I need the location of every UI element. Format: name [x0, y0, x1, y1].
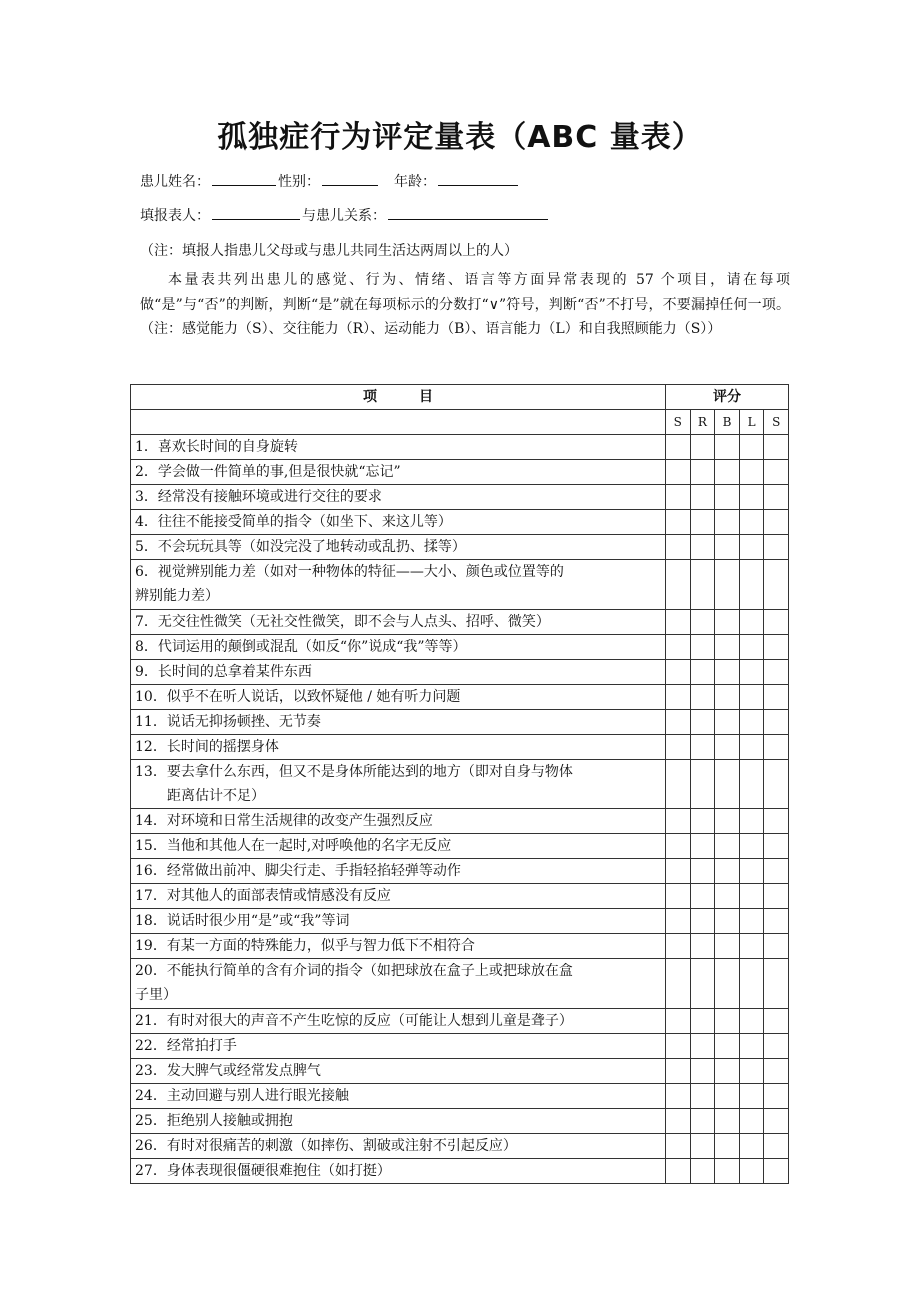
score-cell[interactable]	[739, 435, 764, 460]
score-cell[interactable]	[764, 560, 789, 610]
item-text-line: 23．发大脾气或经常发点脾气	[135, 1062, 321, 1079]
score-cell[interactable]	[739, 634, 764, 659]
table-row	[131, 909, 789, 934]
score-cell[interactable]	[764, 535, 789, 560]
score-cell[interactable]	[739, 659, 764, 684]
score-cell[interactable]	[666, 535, 691, 560]
score-cell[interactable]	[715, 734, 740, 759]
item-text	[131, 834, 666, 859]
item-text	[131, 609, 666, 634]
score-cell[interactable]	[666, 659, 691, 684]
score-cell[interactable]	[690, 1083, 715, 1108]
item-text-line: 15．当他和其他人在一起时,对呼唤他的名字无反应	[135, 838, 452, 855]
item-text	[131, 510, 666, 535]
item-text-line: 子里）	[135, 987, 177, 1004]
score-cell[interactable]	[715, 759, 740, 809]
score-cell[interactable]	[715, 1133, 740, 1158]
table-row	[131, 884, 789, 909]
score-cell[interactable]	[666, 1033, 691, 1058]
score-cell[interactable]	[764, 909, 789, 934]
table-row	[131, 684, 789, 709]
item-text-line: 24．主动回避与别人进行眼光接触	[135, 1087, 349, 1104]
item-text	[131, 959, 666, 1009]
score-cell[interactable]	[739, 809, 764, 834]
score-cell[interactable]	[764, 809, 789, 834]
score-cell[interactable]	[666, 1108, 691, 1133]
table-row	[131, 609, 789, 634]
score-cell[interactable]	[715, 609, 740, 634]
score-cell[interactable]	[666, 485, 691, 510]
abc-scale-table	[130, 384, 789, 1184]
item-text-line: 20．不能执行简单的含有介词的指令（如把球放在盒子上或把球放在盒	[135, 963, 573, 980]
score-cell[interactable]	[690, 934, 715, 959]
table-row	[131, 809, 789, 834]
item-text-line: 1．喜欢长时间的自身旋转	[135, 439, 298, 455]
score-cell[interactable]	[666, 959, 691, 1009]
score-cell[interactable]	[739, 485, 764, 510]
table-row	[131, 1133, 789, 1158]
score-cell[interactable]	[739, 759, 764, 809]
item-text-line: 3．经常没有接触环境或进行交往的要求	[135, 489, 382, 505]
score-cell[interactable]	[690, 759, 715, 809]
score-cell[interactable]	[739, 834, 764, 859]
score-cell[interactable]	[666, 634, 691, 659]
score-cell[interactable]	[666, 460, 691, 485]
page-title: 孤独症行为评定量表（ABC 量表）	[217, 120, 703, 155]
item-text-line: 17．对其他人的面部表情或情感没有反应	[135, 888, 391, 905]
relation-field[interactable]	[388, 205, 548, 220]
table-row	[131, 1033, 789, 1058]
item-text	[131, 435, 666, 460]
score-cell[interactable]	[739, 609, 764, 634]
score-cell[interactable]	[690, 1008, 715, 1033]
item-header: 项 目	[131, 385, 666, 410]
table-row	[131, 510, 789, 535]
table-row	[131, 659, 789, 684]
item-text	[131, 560, 666, 610]
score-cell[interactable]	[764, 460, 789, 485]
score-cell[interactable]	[666, 1008, 691, 1033]
item-text	[131, 659, 666, 684]
item-text-line: 5．不会玩玩具等（如没完没了地转动或乱扔、揉等）	[135, 539, 466, 555]
item-text	[131, 1108, 666, 1133]
score-cell[interactable]	[739, 1158, 764, 1183]
item-text-line: 14．对环境和日常生活规律的改变产生强烈反应	[135, 813, 433, 830]
score-cell[interactable]	[764, 709, 789, 734]
table-row	[131, 834, 789, 859]
score-cell[interactable]	[690, 709, 715, 734]
item-text-line: 8．代词运用的颠倒或混乱（如反“你”说成“我”等等）	[135, 638, 467, 655]
table-row	[131, 485, 789, 510]
score-cell[interactable]	[764, 1158, 789, 1183]
score-cell[interactable]	[690, 734, 715, 759]
score-cell[interactable]	[739, 1083, 764, 1108]
item-text	[131, 734, 666, 759]
item-text-line: 10．似乎不在听人说话，以致怀疑他 / 她有听力问题	[135, 688, 461, 705]
score-cell[interactable]	[764, 510, 789, 535]
table-row	[131, 1083, 789, 1108]
score-cell[interactable]	[739, 1108, 764, 1133]
name-field[interactable]	[212, 171, 276, 186]
item-text-line: 4．往往不能接受简单的指令（如坐下、来这儿等）	[135, 514, 452, 530]
score-cell[interactable]	[715, 809, 740, 834]
score-cell[interactable]	[764, 1133, 789, 1158]
score-cell[interactable]	[764, 659, 789, 684]
item-text-line: 22．经常拍打手	[135, 1037, 237, 1054]
score-cell[interactable]	[690, 485, 715, 510]
item-text-line: 12．长时间的摇摆身体	[135, 738, 279, 755]
instructions: 本量表共列出患儿的感觉、行为、情绪、语言等方面异常表现的 57 个项目，请在每项做“是”与“否”的判断，判断“是”就在每项标示的分数打“∨”符号，判断“否”不打号，不要漏掉任何一项。（注：感觉能力（S）、交往能力（R）、运动能力（B）、语言能力（L）和自我照顾能力（S））	[140, 272, 790, 337]
table-row	[131, 709, 789, 734]
score-cell[interactable]	[690, 1058, 715, 1083]
table-row	[131, 759, 789, 809]
item-text	[131, 759, 666, 809]
score-cell[interactable]	[690, 609, 715, 634]
score-cell[interactable]	[764, 934, 789, 959]
score-cell[interactable]	[666, 1083, 691, 1108]
item-text	[131, 909, 666, 934]
item-text	[131, 1133, 666, 1158]
item-text-line: 18．说话时很少用“是”或“我”等词	[135, 913, 350, 930]
score-cell[interactable]	[764, 734, 789, 759]
reporter-field[interactable]	[212, 205, 300, 220]
score-cell[interactable]	[666, 609, 691, 634]
score-col-s-selfcare: S	[764, 410, 789, 435]
gender-field[interactable]	[322, 171, 378, 186]
score-cell[interactable]	[690, 884, 715, 909]
item-text	[131, 1058, 666, 1083]
score-cell[interactable]	[715, 1058, 740, 1083]
score-cell[interactable]	[739, 1133, 764, 1158]
score-cell[interactable]	[666, 435, 691, 460]
score-cell[interactable]	[764, 609, 789, 634]
score-cell[interactable]	[764, 634, 789, 659]
item-text-line: 13．要去拿什么东西，但又不是身体所能达到的地方（即对自身与物体	[135, 763, 573, 780]
score-cell[interactable]	[690, 510, 715, 535]
score-cell[interactable]	[764, 834, 789, 859]
item-text	[131, 1033, 666, 1058]
item-text	[131, 859, 666, 884]
table-row	[131, 1158, 789, 1183]
table-row	[131, 560, 789, 610]
score-cell[interactable]	[715, 934, 740, 959]
score-cell[interactable]	[666, 1133, 691, 1158]
score-cell[interactable]	[715, 1108, 740, 1133]
item-text-line: 27．身体表现很僵硬很难抱住（如打挺）	[135, 1162, 391, 1179]
gender-label: 性别：	[278, 174, 320, 190]
score-cell[interactable]	[666, 510, 691, 535]
score-cell[interactable]	[690, 634, 715, 659]
score-cell[interactable]	[690, 684, 715, 709]
table-row	[131, 435, 789, 460]
table-row	[131, 734, 789, 759]
score-cell[interactable]	[715, 560, 740, 610]
score-cell[interactable]	[715, 435, 740, 460]
item-text-line: 2．学会做一件简单的事,但是很快就“忘记”	[135, 464, 401, 480]
score-cell[interactable]	[739, 884, 764, 909]
score-cell[interactable]	[666, 759, 691, 809]
item-text-line: 9．长时间的总拿着某件东西	[135, 663, 312, 680]
score-header: 评分	[666, 385, 789, 410]
score-cell[interactable]	[666, 684, 691, 709]
table-row	[131, 1058, 789, 1083]
item-text	[131, 634, 666, 659]
score-cell[interactable]	[715, 510, 740, 535]
score-cell[interactable]	[739, 909, 764, 934]
age-label: 年龄：	[394, 174, 436, 190]
score-cell[interactable]	[764, 485, 789, 510]
item-text	[131, 709, 666, 734]
score-cell[interactable]	[666, 884, 691, 909]
table-row	[131, 934, 789, 959]
score-cell[interactable]	[715, 959, 740, 1009]
score-columns-row	[131, 410, 789, 435]
score-cell[interactable]	[764, 759, 789, 809]
score-cell[interactable]	[739, 684, 764, 709]
score-cell[interactable]	[690, 1033, 715, 1058]
score-cell[interactable]	[666, 909, 691, 934]
item-text	[131, 460, 666, 485]
table-row	[131, 959, 789, 1009]
score-cell[interactable]	[764, 435, 789, 460]
score-cell[interactable]	[739, 1058, 764, 1083]
score-cell[interactable]	[690, 809, 715, 834]
score-cell[interactable]	[764, 1108, 789, 1133]
score-cell[interactable]	[715, 834, 740, 859]
reporter-note: （注：填报人指患儿父母或与患儿共同生活达两周以上的人）	[140, 243, 518, 259]
score-cell[interactable]	[739, 460, 764, 485]
patient-info-line	[140, 171, 520, 191]
item-text-line: 6．视觉辨别能力差（如对一种物体的特征——大小、颜色或位置等的	[135, 564, 564, 581]
score-cell[interactable]	[715, 859, 740, 884]
score-cell[interactable]	[690, 435, 715, 460]
score-cell[interactable]	[666, 560, 691, 610]
name-label: 患儿姓名：	[140, 174, 210, 190]
score-col-r: R	[690, 410, 715, 435]
score-cell[interactable]	[666, 734, 691, 759]
item-text-line: 7．无交往性微笑（无社交性微笑，即不会与人点头、招呼、微笑）	[135, 613, 550, 630]
score-cell[interactable]	[666, 934, 691, 959]
score-cell[interactable]	[715, 535, 740, 560]
score-cell[interactable]	[715, 1158, 740, 1183]
score-cell[interactable]	[715, 1083, 740, 1108]
score-cell[interactable]	[764, 1033, 789, 1058]
score-col-l: L	[739, 410, 764, 435]
item-text	[131, 485, 666, 510]
score-cell[interactable]	[715, 709, 740, 734]
score-cell[interactable]	[690, 834, 715, 859]
score-cell[interactable]	[690, 1133, 715, 1158]
score-cell[interactable]	[764, 684, 789, 709]
table-row	[131, 1108, 789, 1133]
table-header-row	[131, 385, 789, 410]
score-cell[interactable]	[666, 1058, 691, 1083]
score-cell[interactable]	[666, 709, 691, 734]
score-cell[interactable]	[715, 884, 740, 909]
score-cell[interactable]	[764, 884, 789, 909]
score-cell[interactable]	[739, 535, 764, 560]
score-cell[interactable]	[690, 659, 715, 684]
item-text-line: 16．经常做出前冲、脚尖行走、手指轻掐轻弹等动作	[135, 863, 461, 880]
score-cell[interactable]	[739, 934, 764, 959]
score-cell[interactable]	[715, 684, 740, 709]
item-text-line: 25．拒绝别人接触或拥抱	[135, 1112, 293, 1129]
item-text	[131, 1158, 666, 1183]
relation-label: 与患儿关系：	[302, 208, 386, 224]
table-row	[131, 634, 789, 659]
reporter-label: 填报表人：	[140, 208, 210, 224]
score-cell[interactable]	[690, 909, 715, 934]
score-cell[interactable]	[715, 659, 740, 684]
score-col-s-sensory: S	[666, 410, 691, 435]
score-cell[interactable]	[715, 634, 740, 659]
score-cell[interactable]	[715, 1008, 740, 1033]
item-text	[131, 1008, 666, 1033]
score-cell[interactable]	[666, 1158, 691, 1183]
score-cell[interactable]	[690, 535, 715, 560]
item-text-line: 11．说话无抑扬顿挫、无节奏	[135, 713, 321, 730]
table-row	[131, 859, 789, 884]
score-cell[interactable]	[739, 510, 764, 535]
item-text	[131, 934, 666, 959]
item-text	[131, 684, 666, 709]
score-cell[interactable]	[739, 859, 764, 884]
score-cell[interactable]	[739, 1033, 764, 1058]
age-field[interactable]	[438, 171, 518, 186]
score-cell[interactable]	[690, 460, 715, 485]
item-text-line: 距离估计不足）	[167, 787, 265, 804]
item-text-line: 19．有某一方面的特殊能力，似乎与智力低下不相符合	[135, 938, 475, 955]
score-cell[interactable]	[764, 1008, 789, 1033]
reporter-info-line	[140, 205, 550, 225]
score-cell[interactable]	[690, 859, 715, 884]
table-row	[131, 1008, 789, 1033]
score-col-b: B	[715, 410, 740, 435]
score-cell[interactable]	[715, 460, 740, 485]
score-cell[interactable]	[690, 1158, 715, 1183]
score-cell[interactable]	[739, 1008, 764, 1033]
score-cell[interactable]	[666, 809, 691, 834]
score-cell[interactable]	[739, 560, 764, 610]
item-text-line: 辨别能力差）	[135, 588, 219, 605]
score-cell[interactable]	[739, 734, 764, 759]
item-text	[131, 809, 666, 834]
score-cell[interactable]	[764, 959, 789, 1009]
score-cell[interactable]	[666, 859, 691, 884]
table-row	[131, 460, 789, 485]
score-cell[interactable]	[715, 1033, 740, 1058]
score-cell[interactable]	[715, 909, 740, 934]
score-cell[interactable]	[690, 560, 715, 610]
score-cell[interactable]	[690, 1108, 715, 1133]
score-cell[interactable]	[715, 485, 740, 510]
score-cell[interactable]	[764, 1058, 789, 1083]
score-cell[interactable]	[764, 859, 789, 884]
score-cell[interactable]	[764, 1083, 789, 1108]
item-text-line: 21．有时对很大的声音不产生吃惊的反应（可能让人想到儿童是聋子）	[135, 1012, 573, 1029]
score-cell[interactable]	[739, 709, 764, 734]
item-text	[131, 884, 666, 909]
item-text-line: 26．有时对很痛苦的刺激（如摔伤、割破或注射不引起反应）	[135, 1137, 517, 1154]
item-text	[131, 535, 666, 560]
item-text	[131, 1083, 666, 1108]
table-row	[131, 535, 789, 560]
score-cell[interactable]	[739, 959, 764, 1009]
score-cell[interactable]	[690, 959, 715, 1009]
score-cell[interactable]	[666, 834, 691, 859]
